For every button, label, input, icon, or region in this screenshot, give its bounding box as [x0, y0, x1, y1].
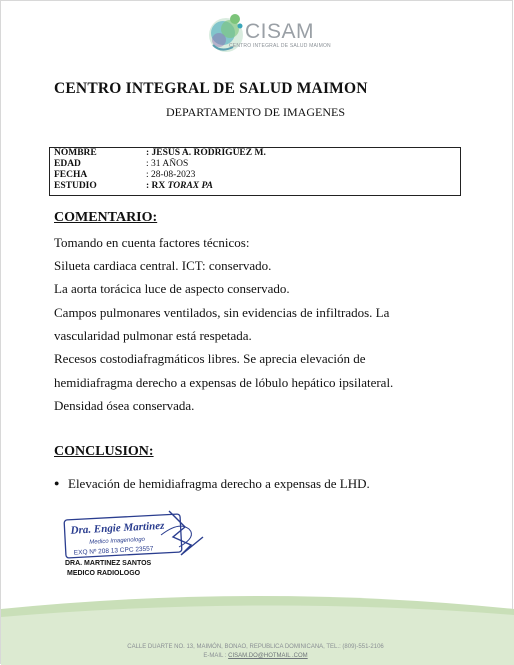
department-title: DEPARTAMENTO DE IMAGENES [166, 105, 345, 119]
study-prefix: : RX [146, 181, 168, 191]
patient-age-label: EDAD [54, 159, 81, 169]
logo-wordmark: CISAM [245, 20, 315, 43]
conclusion-heading: CONCLUSION: [54, 444, 154, 459]
footer-address: CALLE DUARTE NO. 13, MAIMÓN, BONAO, REPUBLICA DOMINICANA, TEL.: (809)-551-2106 [127, 644, 384, 650]
doctor-stamp [61, 507, 211, 559]
comment-line: Densidad ósea conservada. [54, 398, 195, 413]
footer-email-line [1, 653, 510, 659]
exam-date-value: : 28-08-2023 [146, 170, 196, 180]
stamp-graphic [61, 507, 211, 559]
signer-name: DRA. MARTINEZ SANTOS [65, 560, 152, 567]
footer-email-prefix: E-MAIL : [203, 653, 229, 659]
patient-name-value: : JESUS A. RODRIGUEZ M. [146, 148, 266, 158]
patient-age-value: : 31 AÑOS [146, 159, 189, 169]
clinic-title: CENTRO INTEGRAL DE SALUD MAIMON [54, 80, 368, 97]
study-value [146, 181, 213, 192]
comment-line: Silueta cardiaca central. ICT: conservado. [54, 258, 272, 273]
study-label: ESTUDIO [54, 181, 97, 191]
patient-name-label: NOMBRE [54, 148, 97, 158]
exam-date-label: FECHA [54, 170, 88, 180]
patient-info-box [49, 147, 461, 196]
logo-subtitle: CENTRO INTEGRAL DE SALUD MAIMON [229, 43, 331, 49]
stamp-name: Dra. Engie Martinez [70, 519, 165, 537]
comment-line: vascularidad pulmonar está respetada. [54, 328, 252, 343]
conclusion-item [54, 476, 370, 491]
conclusion-text: Elevación de hemidiafragma derecho a expensas de LHD. [68, 476, 370, 491]
comment-line: Tomando en cuenta factores técnicos: [54, 235, 250, 250]
signature-scribble [169, 511, 203, 555]
comment-line: Recesos costodiafragmáticos libres. Se aprecia elevación de [54, 351, 366, 366]
comment-line: Campos pulmonares ventilados, sin evidencias de infiltrados. La [54, 305, 390, 320]
footer-email-link[interactable]: CISAM.DO@HOTMAIL .COM [228, 653, 308, 659]
comment-heading: COMENTARIO: [54, 210, 158, 225]
comment-line: La aorta torácica luce de aspecto conservado. [54, 281, 290, 296]
comment-line: hemidiafragma derecho a expensas de lóbulo hepático ipsilateral. [54, 375, 394, 390]
stamp-numbers: EXQ Nº 208 13 CPC 23557 [73, 545, 154, 557]
stamp-role: Medico Imagenologo [89, 536, 146, 546]
signer-title: MEDICO RADIOLOGO [67, 570, 141, 577]
bullet-icon: ● [54, 478, 60, 488]
study-name: TORAX PA [167, 181, 213, 191]
cisam-logo [199, 9, 329, 59]
